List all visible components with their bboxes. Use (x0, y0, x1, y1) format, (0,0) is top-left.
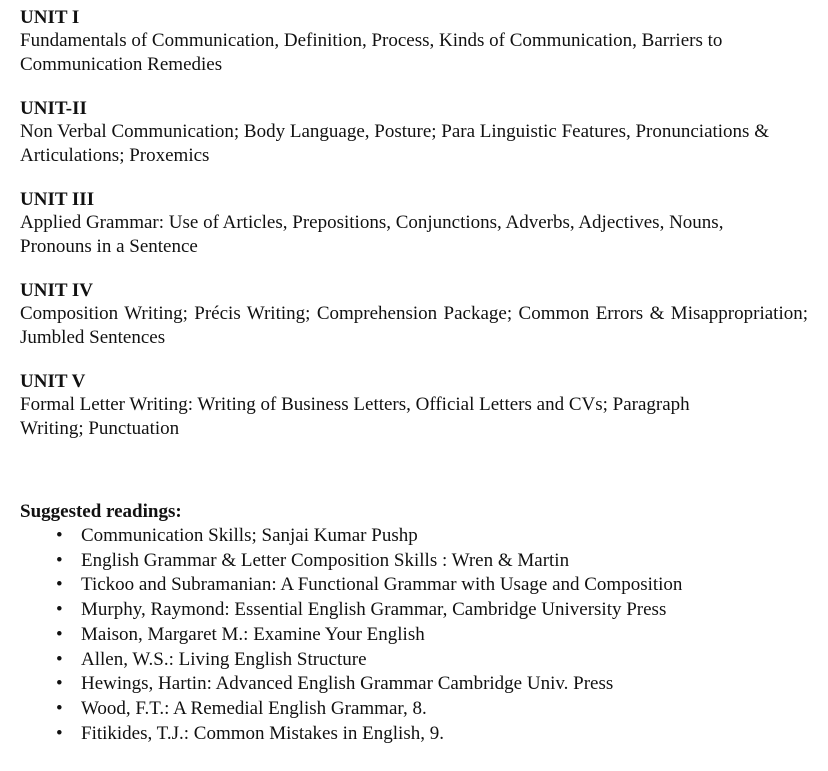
reading-item (20, 573, 810, 598)
unit-5-section (20, 370, 810, 440)
bullet-icon: • (56, 673, 63, 695)
unit-2-title: UNIT-II (20, 98, 87, 119)
bullet-icon: • (56, 697, 63, 719)
reading-item-text: Allen, W.S.: Living English Structure (81, 648, 367, 670)
reading-item-text: Tickoo and Subramanian: A Functional Grammar with Usage and Composition (81, 574, 683, 596)
reading-item-text: Hewings, Hartin: Advanced English Grammar Cambridge Univ. Press (81, 673, 614, 695)
unit-4-body: Composition Writing; Précis Writing; Comprehension Package; Common Errors & Misappropriation; Jumbled Sentences (20, 303, 808, 348)
unit-5-title: UNIT V (20, 371, 86, 392)
bullet-icon: • (56, 574, 63, 596)
reading-item-text: Communication Skills; Sanjai Kumar Pushp (81, 525, 418, 546)
unit-5-body: Formal Letter Writing: Writing of Business Letters, Official Letters and CVs; Paragraph Writing; Punctuation (20, 394, 690, 439)
bullet-icon: • (56, 623, 63, 645)
reading-item (20, 722, 810, 747)
bullet-icon: • (56, 549, 63, 571)
bullet-icon: • (56, 599, 63, 621)
unit-3-title: UNIT III (20, 189, 95, 210)
unit-2-section (20, 97, 810, 167)
reading-item (20, 623, 810, 648)
unit-2-body: Non Verbal Communication; Body Language, Posture; Para Linguistic Features, Pronunciations & Articulations; Proxemics (20, 121, 769, 166)
reading-item-text: Murphy, Raymond: Essential English Grammar, Cambridge University Press (81, 599, 667, 621)
reading-item (20, 648, 810, 673)
bullet-icon: • (56, 648, 63, 670)
suggested-readings-title: Suggested readings: (20, 501, 182, 522)
unit-1-section (20, 6, 810, 76)
bullet-icon: • (56, 722, 63, 744)
reading-item-text: Wood, F.T.: A Remedial English Grammar, 8. (81, 697, 427, 719)
reading-list (20, 524, 810, 746)
reading-item-text: Maison, Margaret M.: Examine Your English (81, 623, 425, 645)
unit-3-section (20, 188, 810, 258)
reading-item (20, 524, 810, 549)
document-page (20, 6, 810, 746)
unit-4-section (20, 279, 810, 349)
bullet-icon: • (56, 525, 63, 546)
reading-item (20, 549, 810, 574)
unit-1-title: UNIT I (20, 7, 80, 28)
reading-item (20, 697, 810, 722)
unit-1-body: Fundamentals of Communication, Definition, Process, Kinds of Communication, Barriers to Communication Remedies (20, 30, 723, 75)
reading-item-text: English Grammar & Letter Composition Skills : Wren & Martin (81, 549, 570, 571)
suggested-readings-section (20, 500, 810, 746)
reading-item-text: Fitikides, T.J.: Common Mistakes in English, 9. (81, 722, 444, 744)
unit-3-body: Applied Grammar: Use of Articles, Prepositions, Conjunctions, Adverbs, Adjectives, Nouns, Pronouns in a Sentence (20, 212, 724, 257)
unit-4-title: UNIT IV (20, 280, 94, 301)
reading-item (20, 672, 810, 697)
reading-item (20, 598, 810, 623)
